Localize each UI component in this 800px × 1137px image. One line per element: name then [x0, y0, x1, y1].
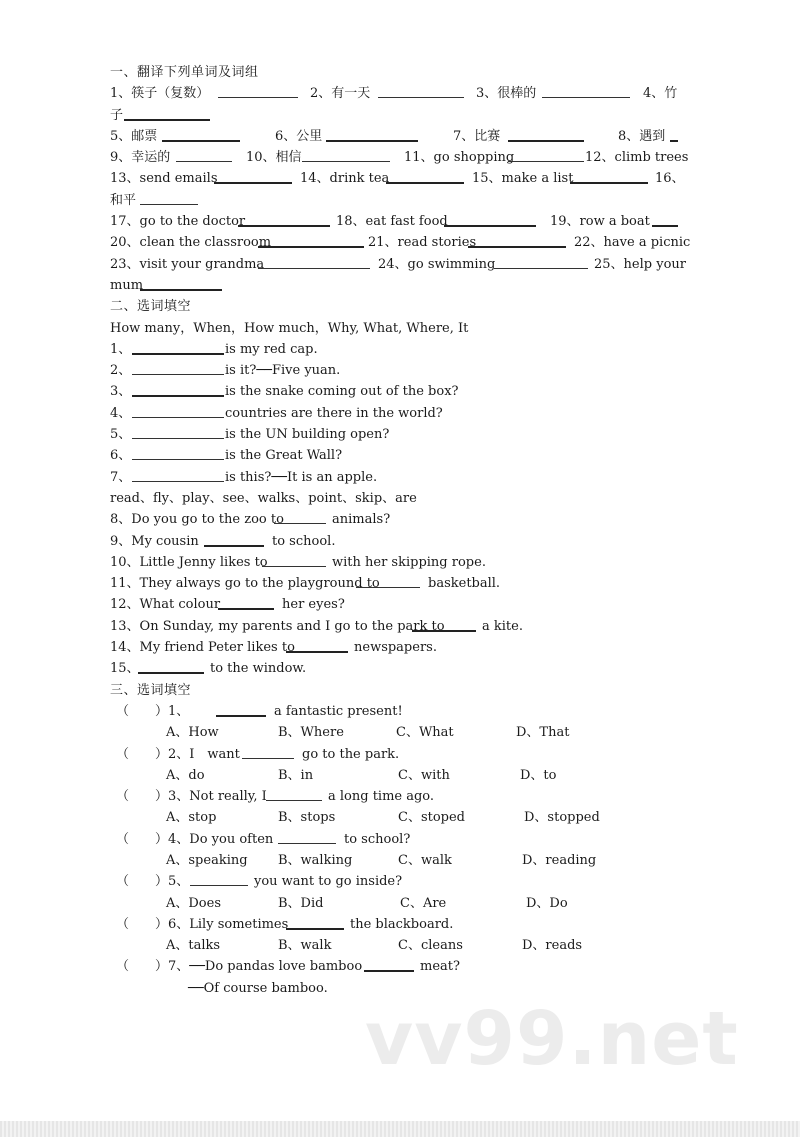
s2-line-3 — [110, 381, 678, 402]
answer-blank[interactable] — [286, 637, 348, 653]
answer-blank[interactable] — [378, 83, 464, 98]
s2-num: 2、 — [110, 363, 132, 379]
s1-item-20: 20、clean the classroom — [110, 235, 272, 251]
s3-q6 — [110, 914, 678, 935]
s1-item-25b: mum — [110, 277, 144, 293]
section1-title-line — [110, 62, 678, 83]
s1-item-4b: 子 — [110, 107, 124, 123]
option-b[interactable]: B、in — [278, 767, 314, 783]
answer-blank[interactable] — [542, 83, 630, 98]
s2b-line-11 — [110, 573, 678, 594]
s1-item-9: 9、幸运的 — [110, 150, 171, 166]
option-c[interactable]: C、Are — [400, 895, 447, 911]
worksheet-content — [110, 62, 691, 999]
answer-blank[interactable] — [176, 147, 232, 162]
s3-q7-answer: ──Of course bamboo. — [188, 980, 328, 996]
s3-q7 — [110, 956, 678, 977]
option-b[interactable]: B、stops — [278, 810, 336, 826]
s1-line-2 — [110, 105, 678, 126]
s2-num: 6、 — [110, 448, 132, 464]
answer-blank[interactable] — [132, 467, 224, 482]
s2b-line-14 — [110, 637, 678, 658]
option-d[interactable]: D、stopped — [524, 810, 600, 826]
word-bank-2: read、fly、play、see、walks、point、skip、are — [110, 490, 417, 506]
s3-stem-post: go to the park. — [302, 746, 400, 762]
s2b-pre: 15、 — [110, 661, 140, 677]
answer-blank[interactable] — [266, 786, 322, 801]
s2-text: is the Great Wall? — [225, 448, 343, 464]
s1-item-10: 10、相信 — [246, 150, 302, 166]
s1-item-11: 11、go shopping — [404, 150, 515, 166]
answer-blank[interactable] — [386, 168, 464, 184]
s1-item-16a: 16、 — [655, 171, 685, 187]
s3-stem-post: a long time ago. — [328, 789, 435, 805]
option-c[interactable]: C、walk — [398, 852, 452, 868]
section2-title: 二、选词填空 — [110, 299, 192, 315]
s2b-line-9 — [110, 531, 678, 552]
answer-blank[interactable] — [258, 232, 364, 248]
answer-blank[interactable] — [216, 701, 266, 717]
option-d[interactable]: D、to — [520, 767, 557, 783]
answer-blank[interactable] — [356, 573, 420, 588]
answer-blank[interactable] — [190, 871, 248, 886]
s1-item-14: 14、drink tea — [300, 171, 390, 187]
s2b-line-8 — [110, 509, 678, 530]
s2-text: is the snake coming out of the box? — [225, 384, 459, 400]
s3-stem-post: a fantastic present! — [274, 703, 403, 719]
s3-q4-options — [110, 850, 678, 871]
s1-item-17: 17、go to the doctor — [110, 214, 246, 230]
word-bank2-line — [110, 488, 678, 509]
s1-line-9 — [110, 254, 686, 275]
s1-item-13: 13、send emails — [110, 171, 218, 187]
s1-item-22: 22、have a picnic — [574, 235, 691, 251]
s2-line-1 — [110, 339, 678, 360]
s3-q3 — [110, 786, 678, 807]
s2-line-7 — [110, 467, 678, 488]
answer-blank[interactable] — [162, 126, 240, 142]
option-c[interactable]: C、stoped — [398, 810, 466, 826]
s1-line-10 — [110, 275, 678, 296]
option-a[interactable]: A、speaking — [166, 852, 248, 868]
s2b-post: her eyes? — [282, 597, 345, 613]
s2b-post: basketball. — [428, 576, 501, 592]
s1-line-5 — [110, 168, 685, 189]
option-d[interactable]: D、That — [516, 725, 570, 741]
answer-blank[interactable] — [132, 424, 224, 439]
answer-blank[interactable] — [278, 829, 336, 844]
page-bottom-edge — [0, 1121, 800, 1137]
s1-item-5: 5、邮票 — [110, 128, 158, 144]
watermark: vv99.net — [365, 996, 739, 1082]
s3-q3-options — [110, 807, 678, 828]
s3-q5 — [110, 871, 678, 892]
answer-blank[interactable] — [274, 509, 326, 524]
s3-q7-post: meat? — [420, 959, 460, 975]
s3-stem-post: you want to go inside? — [254, 874, 403, 890]
s2-text: is the UN building open? — [225, 427, 390, 443]
s2b-post: animals? — [332, 512, 391, 528]
answer-blank[interactable] — [242, 744, 294, 759]
option-c[interactable]: C、with — [398, 767, 450, 783]
answer-blank[interactable] — [132, 403, 224, 418]
s1-item-23: 23、visit your grandma — [110, 256, 265, 272]
s3-q1-options — [110, 722, 678, 743]
s2-num: 4、 — [110, 405, 132, 421]
s2b-pre: 8、Do you go to the zoo to — [110, 512, 284, 528]
s3-stem-post: the blackboard. — [350, 916, 454, 932]
answer-blank[interactable] — [214, 168, 292, 184]
s1-line-6 — [110, 190, 678, 211]
answer-blank[interactable] — [124, 105, 210, 121]
s3-stem-post: to school? — [344, 831, 411, 847]
section3-title-line — [110, 680, 678, 701]
answer-blank[interactable] — [262, 552, 326, 567]
s1-item-24: 24、go swimming — [378, 256, 496, 272]
s2b-pre: 14、My friend Peter likes to — [110, 640, 295, 656]
answer-blank[interactable] — [412, 616, 476, 632]
s3-stem-pre: （ ）2、I want — [116, 746, 240, 762]
s1-line-1 — [110, 83, 678, 104]
answer-blank[interactable] — [140, 190, 198, 205]
option-a[interactable]: A、Does — [166, 895, 222, 911]
word-bank: How many，When，How much，Why, What, Where, It — [110, 320, 469, 336]
s2-text: countries are there in the world? — [225, 405, 443, 421]
answer-blank[interactable] — [570, 168, 648, 184]
s2-num: 7、 — [110, 469, 132, 485]
answer-blank[interactable] — [218, 83, 298, 98]
answer-blank[interactable] — [508, 147, 584, 162]
s1-item-4a: 4、竹 — [643, 86, 678, 102]
option-b[interactable]: B、Where — [278, 725, 344, 741]
s2-line-2 — [110, 360, 678, 381]
s1-item-19: 19、row a boat — [550, 214, 650, 230]
section1-title: 一、翻译下列单词及词组 — [110, 65, 259, 80]
option-d[interactable]: D、reads — [522, 938, 583, 954]
section3-title: 三、选词填空 — [110, 682, 192, 698]
s1-item-3: 3、很棒的 — [476, 86, 537, 102]
option-b[interactable]: B、walk — [278, 938, 332, 954]
s1-item-15: 15、make a list — [472, 171, 574, 187]
s2-text: is this?──It is an apple. — [225, 469, 378, 485]
answer-blank[interactable] — [286, 914, 344, 930]
answer-blank[interactable] — [326, 126, 418, 142]
answer-blank[interactable] — [238, 211, 330, 227]
s1-item-12: 12、climb trees — [585, 150, 689, 166]
s3-q2-options — [110, 765, 678, 786]
s3-q4 — [110, 829, 678, 850]
answer-blank[interactable] — [468, 232, 566, 248]
s2-num: 5、 — [110, 427, 132, 443]
s2-line-6 — [110, 445, 678, 466]
answer-blank[interactable] — [132, 339, 224, 355]
s2b-pre: 9、My cousin — [110, 533, 199, 549]
s2-num: 1、 — [110, 341, 132, 357]
s3-stem-pre: （ ）3、Not really, I — [116, 789, 267, 805]
s2b-pre: 11、They always go to the playground to — [110, 576, 380, 592]
s2-line-4 — [110, 403, 678, 424]
section2-title-line — [110, 296, 678, 317]
s1-item-25a: 25、help your — [594, 256, 686, 272]
s3-stem-pre: （ ）4、Do you often — [116, 831, 274, 847]
s3-q5-options — [110, 893, 678, 914]
option-d[interactable]: D、reading — [522, 852, 597, 868]
s3-stem-pre: （ ）6、Lily sometimes — [116, 916, 289, 932]
s3-stem-pre: （ ）1、 — [116, 703, 190, 719]
s2-text: is it?──Five yuan. — [225, 363, 341, 379]
answer-blank[interactable] — [670, 126, 678, 142]
answer-blank[interactable] — [652, 211, 678, 227]
option-a[interactable]: A、stop — [166, 810, 217, 826]
word-bank-line — [110, 318, 678, 339]
option-c[interactable]: C、cleans — [398, 938, 463, 954]
s1-item-1: 1、筷子（复数） — [110, 86, 210, 102]
s3-q6-options — [110, 935, 678, 956]
s2b-pre: 10、Little Jenny likes to — [110, 554, 268, 570]
s3-q1 — [110, 701, 678, 722]
s2b-post: to the window. — [210, 661, 307, 677]
option-a[interactable]: A、talks — [166, 938, 221, 954]
s3-q2 — [110, 744, 678, 765]
option-c[interactable]: C、What — [396, 725, 454, 741]
answer-blank[interactable] — [132, 445, 224, 460]
answer-blank[interactable] — [258, 254, 370, 269]
s2b-post: a kite. — [482, 618, 523, 634]
s3-stem-pre: （ ）5、 — [116, 874, 190, 890]
s2-num: 3、 — [110, 384, 132, 400]
s2b-line-12 — [110, 594, 678, 615]
s2b-pre: 12、What colour — [110, 597, 221, 613]
s2b-post: newspapers. — [354, 640, 437, 656]
answer-blank[interactable] — [444, 211, 536, 227]
option-b[interactable]: B、walking — [278, 852, 353, 868]
s3-q7-pre: （ ）7、──Do pandas love bamboo — [116, 959, 363, 975]
s2-text: is my red cap. — [225, 341, 318, 357]
option-b[interactable]: B、Did — [278, 895, 324, 911]
s1-line-8 — [110, 232, 691, 253]
s1-item-16b: 和平 — [110, 192, 137, 208]
s1-line-4 — [110, 147, 689, 168]
answer-blank[interactable] — [132, 360, 224, 375]
s2-line-5 — [110, 424, 678, 445]
s2b-post: with her skipping rope. — [332, 554, 486, 570]
answer-blank[interactable] — [218, 594, 274, 610]
answer-blank[interactable] — [364, 956, 414, 972]
s2b-post: to school. — [272, 533, 336, 549]
s1-item-18: 18、eat fast food — [336, 214, 448, 230]
s1-item-21: 21、read stories — [368, 235, 477, 251]
s1-item-2: 2、有一天 — [310, 86, 371, 102]
s1-line-3 — [110, 126, 678, 147]
answer-blank[interactable] — [508, 126, 584, 142]
answer-blank[interactable] — [494, 254, 588, 269]
s2b-line-10 — [110, 552, 678, 573]
answer-blank[interactable] — [140, 275, 222, 291]
s2b-pre: 13、On Sunday, my parents and I go to the park to — [110, 618, 445, 634]
answer-blank[interactable] — [204, 531, 264, 547]
s1-item-6: 6、公里 — [275, 128, 323, 144]
option-d[interactable]: D、Do — [526, 895, 568, 911]
s1-item-8: 8、遇到 — [618, 128, 666, 144]
answer-blank[interactable] — [132, 381, 224, 397]
answer-blank[interactable] — [138, 658, 204, 674]
s2b-line-15 — [110, 658, 678, 679]
option-a[interactable]: A、do — [166, 767, 205, 783]
s1-item-7: 7、比赛 — [453, 128, 501, 144]
s2b-line-13 — [110, 616, 678, 637]
option-a[interactable]: A、How — [166, 725, 219, 741]
answer-blank[interactable] — [302, 147, 390, 162]
s1-line-7 — [110, 211, 678, 232]
